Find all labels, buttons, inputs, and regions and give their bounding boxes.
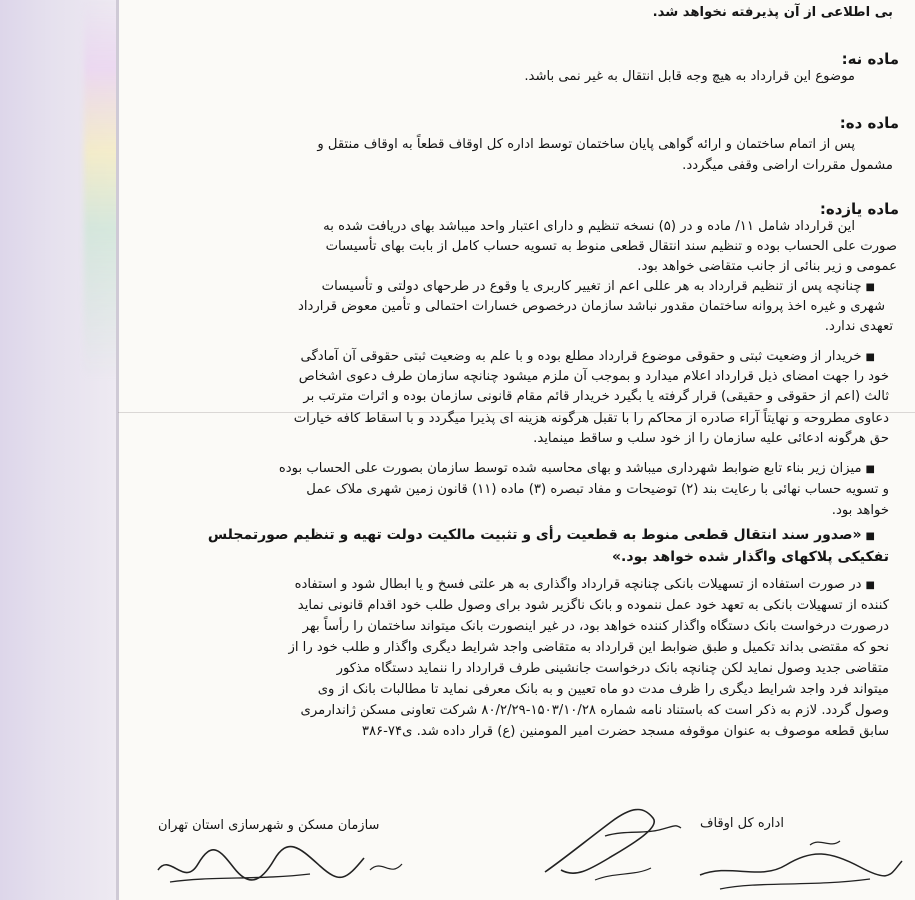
text-line: نحو که مقتضی بداند تکمیل و طبق ضوابط این قرارداد به متقاضی واجد شرایط دیگری واگذار و طلب خود را از (288, 640, 889, 655)
document-page (118, 0, 915, 900)
text-line: سابق قطعه موصوف به عنوان موقوفه مسجد حضرت امیر المومنین (ع) قرار داده شد. ی۷۴-۳۸۶ (361, 724, 889, 739)
text-line: موضوع این قرارداد به هیچ وجه قابل انتقال به غیر نمی باشد. (524, 69, 855, 84)
text-segment: در صورت استفاده از تسهیلات بانکی چنانچه قرارداد واگذاری به هر علتی فسخ و یا ابطال شود و استفاده (294, 577, 862, 592)
text-line: تفکیکی پلاکهای واگذار شده خواهد بود.» (612, 549, 889, 565)
text-line (300, 348, 875, 367)
signature-housing-org (150, 830, 410, 900)
text-line: بی اطلاعی از آن پذیرفته نخواهد شد. (652, 5, 893, 20)
bullet-icon: ■ (865, 580, 875, 591)
text-segment: خریدار از وضعیت ثبتی و حقوقی موضوع قرارداد مطلع بوده و با علم به وضعیت ثبتی حقوقی آن آمادگی (300, 349, 862, 364)
text-line: پس از اتمام ساختمان و ارائه گواهی پایان ساختمان توسط اداره کل اوقاف قطعاً به اوقاف منتقل و (317, 137, 855, 152)
signature-official (535, 800, 685, 890)
heading-article-9: ماده نه: (841, 50, 899, 68)
text-line: خواهد بود. (831, 503, 889, 518)
text-line: عمومی و زیر بنائی از جانب متقاضی خواهد بود. (637, 259, 897, 274)
signature-org-endowments: اداره کل اوقاف (700, 816, 784, 831)
text-line: میتواند فرد واجد شرایط دیگری را ظرف مدت دو ماه تعیین و به بانک معرفی نماید تا مطالبات بانک از وی (317, 682, 889, 697)
text-line: کننده از تسهیلات بانکی به تعهد خود عمل ننموده و بانک ناگزیر شود برای وصول طلب خود اقدام قانونی نماید (297, 598, 889, 613)
text-line: متقاضی جدید وصول نماید لکن چنانچه بانک درخواست جانشینی طرف قرارداد را ننماید دستگاه مذکور (336, 661, 889, 676)
text-line (208, 526, 875, 546)
text-segment: میزان زیر بناء تابع ضوابط شهرداری میباشد و بهای محاسبه شده توسط سازمان بصورت علی الحساب بوده (278, 461, 862, 476)
bullet-icon: ■ (865, 464, 875, 475)
bullet-icon: ■ (865, 531, 875, 542)
text-line: ثالث (اعم از حقوقی و حقیقی) قرار گرفته یا بگیرد خریدار قائم مقام قانونی سازمان بوده و اثرات مترتب بر (303, 389, 889, 404)
text-line: تعهدی ندارد. (824, 319, 893, 334)
bullet-icon: ■ (865, 282, 875, 293)
text-segment: «صدور سند انتقال قطعی منوط به قطعیت رأی و تثبیت مالکیت دولت تهیه و تنظیم صورتمجلس (207, 527, 862, 543)
text-line: صورت علی الحساب بوده و تنظیم سند انتقال قطعی منوط به تسویه حساب کامل از بابت بهای تأسیسات (325, 239, 897, 254)
text-line: و تسویه حساب نهائی با رعایت بند (۲) توضیحات و مفاد تبصره (۳) ماده (۱۱) قانون زمین شهری ملاک عمل (306, 482, 889, 497)
bullet-icon: ■ (865, 352, 875, 363)
text-line (322, 278, 875, 297)
text-line: وصول گردد. لازم به ذکر است که باستناد نامه شماره ۱۵۰۳/۱۰/۲۸-۸۰/۲/۲۹ شرکت تعاونی مسکن ژاندارمری (300, 703, 889, 718)
text-line: شهری و غیره اخذ پروانه ساختمان مقدور نباشد سازمان درخصوص خسارات احتمالی و تأمین معوض قرارداد (297, 299, 885, 314)
signature-endowments (690, 815, 910, 900)
text-line: مشمول مقررات اراضی وقفی میگردد. (682, 158, 893, 173)
text-line: خود را جهت امضای ذیل قرارداد اعلام میدارد و بموجب آن ملزم میشود چنانچه سازمان طرف دعوی اشخاص (298, 369, 889, 384)
text-line: این قرارداد شامل ۱۱/ ماده و در (۵) نسخه تنظیم و دارای اعتبار واحد میباشد بهای دریافت شده به (323, 219, 855, 234)
signature-org-housing: سازمان مسکن و شهرسازی استان تهران (158, 818, 380, 833)
text-line (295, 576, 875, 595)
text-line: حق هرگونه ادعائی علیه سازمان را از خود سلب و ساقط مینماید. (533, 431, 889, 446)
heading-article-10: ماده ده: (839, 114, 899, 132)
text-segment: چنانچه پس از تنظیم قرارداد به هر عللی اعم از تغییر کاربری یا وقوع در طرحهای دولتی و تأسیسات (321, 279, 862, 294)
text-line: دعاوی مطروحه و نهایتاً آراء صادره از محاکم را با تقبل هرگونه هزینه ای پذیرا میگردد و با اسقاط کافه خیارات (293, 411, 889, 426)
page-edge (116, 0, 119, 900)
text-line (279, 460, 875, 479)
heading-article-11: ماده یازده: (819, 200, 899, 218)
text-line: درصورت درخواست بانک دستگاه واگذار کننده خواهد بود، در غیر اینصورت بانک میتواند ساختمان را رأساً بهر (302, 619, 889, 634)
